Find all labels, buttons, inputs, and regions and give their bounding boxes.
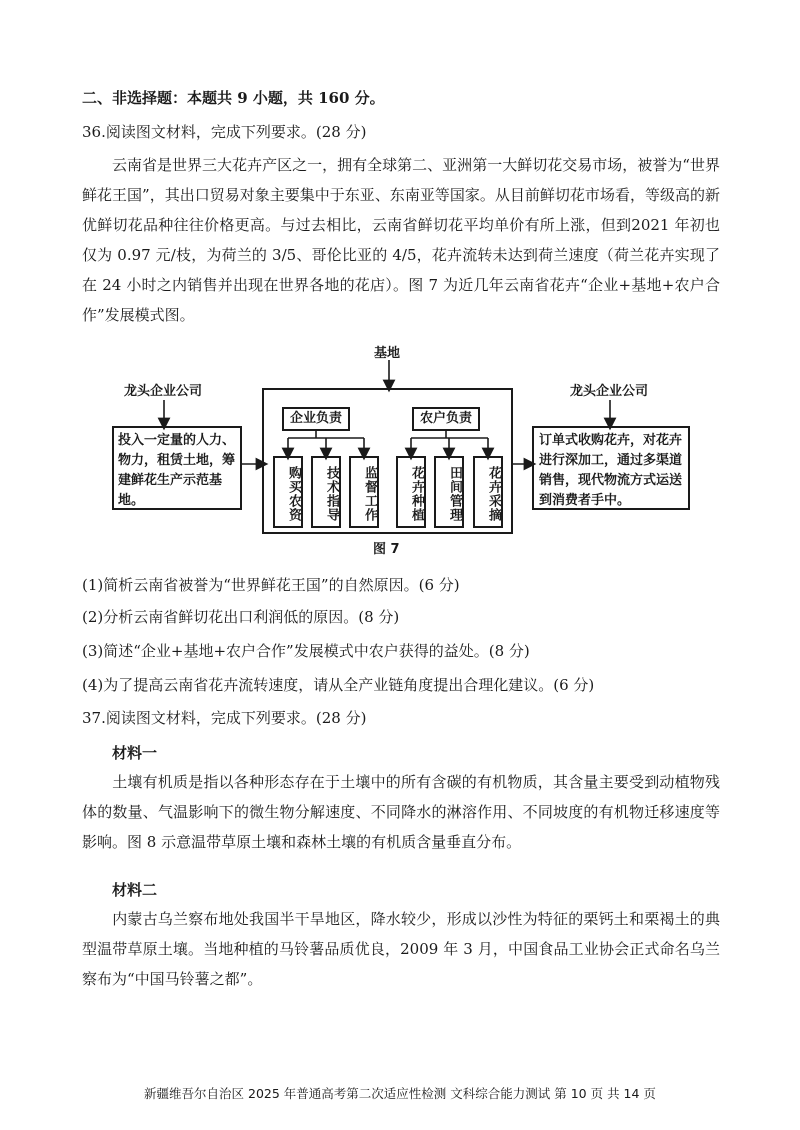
- right-sales-box: 订单式收购花卉，对花卉进行深加工，通过多渠道销售，现代物流方式运送到消费者手中。: [532, 426, 690, 510]
- farmer-item-field-management: 田间管理: [434, 456, 464, 528]
- q37-material2-label: 材料二: [112, 881, 158, 899]
- page-footer: 新疆维吾尔自治区 2025 年普通高考第二次适应性检测 文科综合能力测试 第 10 页 共 14 页: [144, 1086, 656, 1101]
- q37-title: 37.阅读图文材料，完成下列要求。(28 分): [82, 709, 367, 727]
- left-investment-box: 投入一定量的人力、物力，租赁土地，筹建鲜花生产示范基地。: [112, 426, 242, 510]
- enterprise-item-supervision: 监督工作: [349, 456, 379, 528]
- figure-7-caption: 图 7: [373, 542, 400, 557]
- q36-paragraph-text: 云南省是世界三大花卉产区之一，拥有全球第二、亚洲第一大鲜切花交易市场，被誉为“世界鲜花王国”，其出口贸易对象主要集中于东亚、东南亚等国家。从目前鲜切花市场看，等级高的新优鲜切花品种往往价格更高。与过去相比，云南省鲜切花平均单价有所上涨，但到2021 年初也仅为 0.97 元/枝，为荷兰的 3/5、哥伦比亚的 4/5，花卉流转未达到荷兰速度（荷兰花卉实现了在 24 小时之内销售并出现在世界各地的花店）。图 7 为近几年云南省花卉“企业+基地+农户合作”发展模式图。: [82, 156, 720, 324]
- q36-question-1: (1)简析云南省被誉为“世界鲜花王国”的自然原因。(6 分): [82, 576, 460, 594]
- left-company-label: 龙头企业公司: [124, 384, 203, 399]
- q37-material1-text: 土壤有机质是指以各种形态存在于土壤中的所有含碳的有机物质，其含量主要受到动植物残体的数量、气温影响下的微生物分解速度、不同降水的淋溶作用、不同坡度的有机物迁移速度等影响。图 8 示意温带草原土壤和森林土壤的有机质含量垂直分布。: [82, 773, 720, 851]
- q37-material2-text: 内蒙古乌兰察布地处我国半干旱地区，降水较少，形成以沙性为特征的栗钙土和栗褐土的典型温带草原土壤。当地种植的马铃薯品质优良，2009 年 3 月，中国食品工业协会正式命名乌兰察布为“中国马铃薯之都”。: [82, 910, 720, 988]
- q36-question-3: (3)简述“企业+基地+农户合作”发展模式中农户获得的益处。(8 分): [82, 642, 530, 660]
- farmer-item-planting: 花卉种植: [396, 456, 426, 528]
- q36-question-4: (4)为了提高云南省花卉流转速度，请从全产业链角度提出合理化建议。(6 分): [82, 676, 595, 694]
- figure-7-diagram: [0, 340, 800, 560]
- q37-material2: [82, 904, 720, 994]
- q37-material1: [82, 767, 720, 857]
- q36-question-2: (2)分析云南省鲜切花出口利润低的原因。(8 分): [82, 608, 400, 626]
- base-label: 基地: [374, 346, 401, 361]
- q36-title: 36.阅读图文材料，完成下列要求。(28 分): [82, 123, 367, 141]
- enterprise-item-purchase: 购买农资: [273, 456, 303, 528]
- enterprise-item-guidance: 技术指导: [311, 456, 341, 528]
- right-company-label: 龙头企业公司: [570, 384, 649, 399]
- q37-material1-label: 材料一: [112, 744, 158, 762]
- farmer-responsibility-box: 农户负责: [412, 407, 480, 431]
- q36-paragraph: [82, 150, 720, 330]
- section-heading: 二、非选择题：本题共 9 小题，共 160 分。: [82, 89, 385, 107]
- enterprise-responsibility-box: 企业负责: [282, 407, 350, 431]
- farmer-item-harvest: 花卉采摘: [473, 456, 503, 528]
